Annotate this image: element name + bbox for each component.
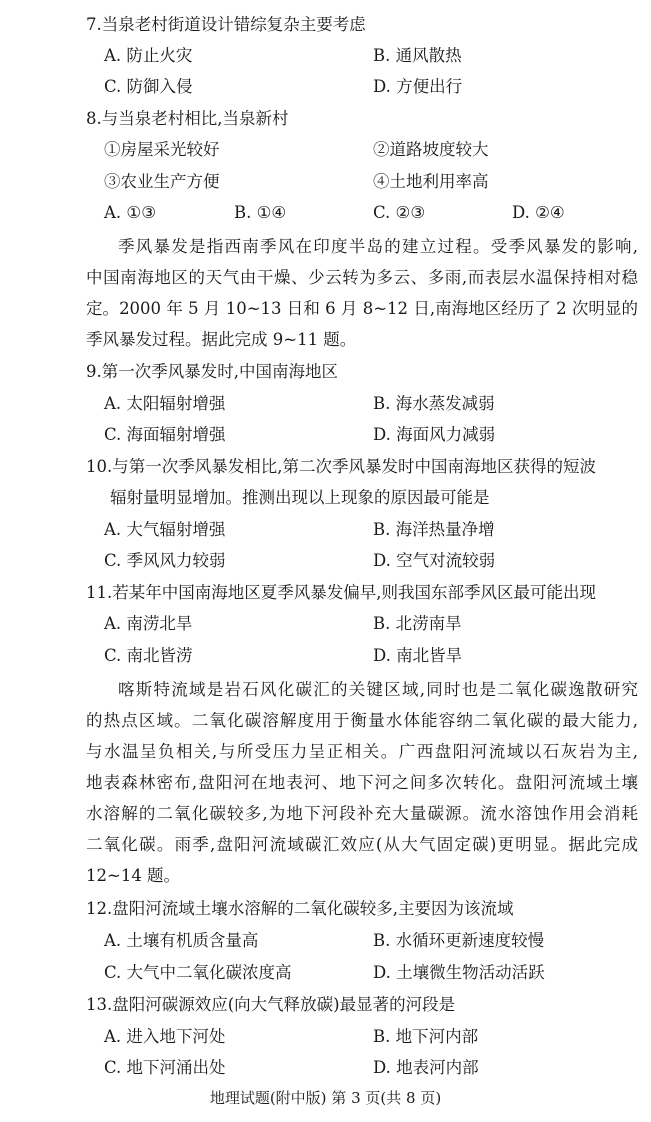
question-13-option-d: D. 地表河内部 <box>373 1058 479 1077</box>
question-7-option-a: A. 防止火灾 <box>104 46 193 65</box>
question-8-statement-2: ②道路坡度较大 <box>373 140 489 159</box>
question-10-option-d: D. 空气对流较弱 <box>373 551 496 570</box>
question-8-stem: 8.与当泉老村相比,当泉新村 <box>86 109 289 128</box>
question-11-option-c: C. 南北皆涝 <box>104 646 193 665</box>
question-10-stem-line-1: 10.与第一次季风暴发相比,第二次季风暴发时中国南海地区获得的短波 <box>86 457 596 476</box>
question-8-option-d: D. ②④ <box>512 203 565 222</box>
question-10-option-c: C. 季风风力较弱 <box>104 551 226 570</box>
question-8-option-c: C. ②③ <box>373 203 426 222</box>
question-10-option-b: B. 海洋热量净增 <box>373 520 495 539</box>
page-footer: 地理试题(附中版) 第 3 页(共 8 页) <box>209 1089 442 1107</box>
question-10-stem-line-2: 辐射量明显增加。推测出现以上现象的原因最可能是 <box>110 488 490 507</box>
question-11-option-b: B. 北涝南旱 <box>373 614 462 633</box>
question-12-option-c: C. 大气中二氧化碳浓度高 <box>104 963 292 982</box>
question-8-option-b: B. ①④ <box>234 203 287 222</box>
passage-2-line-3: 与水温呈负相关,与所受压力呈正相关。广西盘阳河流域以石灰岩为主, <box>86 742 638 761</box>
question-8-statement-4: ④土地利用率高 <box>373 172 489 191</box>
question-8-statement-1: ①房屋采光较好 <box>104 140 220 159</box>
passage-2-line-2: 的热点区域。二氧化碳溶解度用于衡量水体能容纳二氧化碳的最大能力, <box>86 711 638 730</box>
passage-2-line-1: 喀斯特流域是岩石风化碳汇的关键区域,同时也是二氧化碳逸散研究 <box>118 680 638 699</box>
question-7-stem: 7.当泉老村街道设计错综复杂主要考虑 <box>86 15 366 34</box>
question-13-stem: 13.盘阳河碳源效应(向大气释放碳)最显著的河段是 <box>86 995 456 1014</box>
question-8-option-a: A. ①③ <box>104 203 156 222</box>
passage-1-line-3: 定。2000 年 5 月 10~13 日和 6 月 8~12 日,南海地区经历了 2 次明显的 <box>86 299 638 318</box>
question-7-option-c: C. 防御入侵 <box>104 77 193 96</box>
question-12-option-b: B. 水循环更新速度较慢 <box>373 931 545 950</box>
question-11-option-d: D. 南北皆旱 <box>373 646 463 665</box>
question-11-option-a: A. 南涝北旱 <box>104 614 193 633</box>
question-12-stem: 12.盘阳河流域土壤水溶解的二氧化碳较多,主要因为该流域 <box>86 899 514 918</box>
passage-2-line-4: 地表森林密布,盘阳河在地表河、地下河之间多次转化。盘阳河流域土壤 <box>86 773 638 792</box>
question-13-option-c: C. 地下河涌出处 <box>104 1058 226 1077</box>
question-13-option-b: B. 地下河内部 <box>373 1027 479 1046</box>
passage-2-line-5: 水溶解的二氧化碳较多,为地下河段补充大量碳源。流水溶蚀作用会消耗 <box>86 804 638 823</box>
passage-1-line-2: 中国南海地区的天气由干燥、少云转为多云、多雨,而表层水温保持相对稳 <box>86 268 638 287</box>
passage-2-line-7: 12~14 题。 <box>86 866 181 885</box>
passage-1-line-1: 季风暴发是指西南季风在印度半岛的建立过程。受季风暴发的影响, <box>118 237 638 256</box>
question-9-option-d: D. 海面风力减弱 <box>373 425 496 444</box>
question-12-option-d: D. 土壤微生物活动活跃 <box>373 963 545 982</box>
question-9-stem: 9.第一次季风暴发时,中国南海地区 <box>86 362 338 381</box>
question-9-option-b: B. 海水蒸发减弱 <box>373 394 495 413</box>
question-13-option-a: A. 进入地下河处 <box>104 1027 226 1046</box>
question-7-option-b: B. 通风散热 <box>373 46 462 65</box>
question-7-option-d: D. 方便出行 <box>373 77 463 96</box>
question-12-option-a: A. 土壤有机质含量高 <box>104 931 259 950</box>
question-11-stem: 11.若某年中国南海地区夏季风暴发偏早,则我国东部季风区最可能出现 <box>86 583 596 602</box>
passage-2-line-6: 二氧化碳。雨季,盘阳河流域碳汇效应(从大气固定碳)更明显。据此完成 <box>86 835 638 854</box>
question-8-statement-3: ③农业生产方便 <box>104 172 220 191</box>
question-10-option-a: A. 大气辐射增强 <box>104 520 226 539</box>
passage-1-line-4: 季风暴发过程。据此完成 9~11 题。 <box>86 330 357 349</box>
question-9-option-a: A. 太阳辐射增强 <box>104 394 226 413</box>
question-9-option-c: C. 海面辐射增强 <box>104 425 226 444</box>
